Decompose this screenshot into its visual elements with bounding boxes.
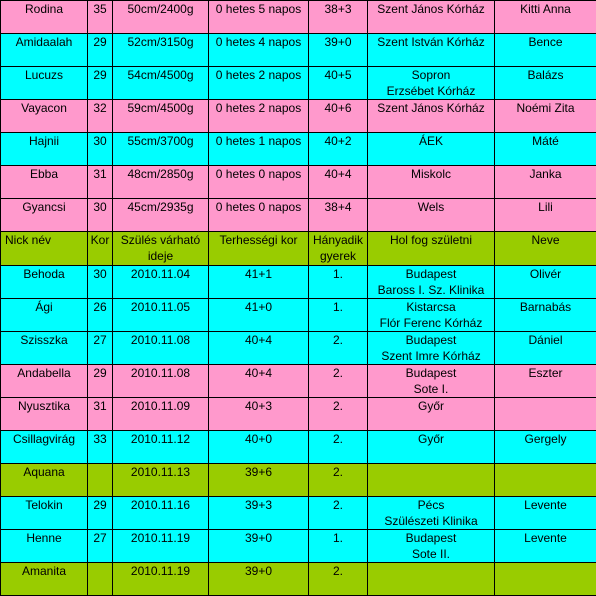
child-number-cell: 2.: [309, 497, 368, 530]
birth-place-cell: [368, 365, 495, 398]
child-number-cell: 2.: [309, 332, 368, 365]
header-due-date-line: Szülés várható: [115, 232, 206, 248]
table-row: [1, 133, 596, 166]
table-row: [1, 34, 596, 67]
baby-name-cell: Dániel: [495, 332, 596, 365]
hospital-cell: [368, 100, 495, 133]
due-date-cell: 2010.11.19: [113, 563, 209, 596]
header-pregnancy-week: Terhességi kor: [209, 232, 309, 266]
birth-place-cell: [368, 398, 495, 431]
birth-place-cell: [368, 497, 495, 530]
pregnancy-week-cell: 39+0: [209, 563, 309, 596]
hospital-cell: [368, 133, 495, 166]
birth-place-cell-line: Szent Imre Kórház: [370, 348, 492, 364]
child-number-cell: 1.: [309, 266, 368, 299]
pregnancy-week-cell: 39+0: [209, 530, 309, 563]
age-cell: 30: [88, 133, 113, 166]
header-due-date-line: ideje: [115, 248, 206, 264]
birth-place-cell-line: Budapest: [370, 530, 492, 546]
header-child-number-line: gyerek: [311, 248, 365, 264]
child-number-cell: 1.: [309, 530, 368, 563]
due-date-cell: 2010.11.16: [113, 497, 209, 530]
table-row: [1, 299, 596, 332]
due-date-cell: 2010.11.12: [113, 431, 209, 464]
nick-cell: Behoda: [1, 266, 88, 299]
nick-cell: Gyancsi: [1, 199, 88, 232]
nick-cell: Hajnii: [1, 133, 88, 166]
table-row: [1, 199, 596, 232]
hospital-cell: [368, 67, 495, 100]
hospital-cell-line: ÁEK: [370, 133, 492, 149]
due-date-cell: 2010.11.04: [113, 266, 209, 299]
birth-place-cell: [368, 431, 495, 464]
table-row: [1, 332, 596, 365]
age-cell: 31: [88, 398, 113, 431]
size-weight-cell: 48cm/2850g: [113, 166, 209, 199]
pregnancy-week-cell: 41+0: [209, 299, 309, 332]
birth-place-cell: [368, 266, 495, 299]
pregnancy-week-cell: 40+3: [209, 398, 309, 431]
table-row: [1, 497, 596, 530]
pregnancy-week-cell: 40+4: [309, 166, 368, 199]
baby-name-cell: Kitti Anna: [495, 1, 596, 34]
nick-cell: Aquana: [1, 464, 88, 497]
due-date-cell: 2010.11.09: [113, 398, 209, 431]
nick-cell: Henne: [1, 530, 88, 563]
due-date-cell: 2010.11.08: [113, 332, 209, 365]
nick-cell: Szisszka: [1, 332, 88, 365]
nick-cell: Amidaalah: [1, 34, 88, 67]
hospital-cell: [368, 1, 495, 34]
age-cell: 27: [88, 530, 113, 563]
header-baby-name: Neve: [495, 232, 596, 266]
baby-age-cell: 0 hetes 2 napos: [209, 100, 309, 133]
baby-name-cell: Gergely: [495, 431, 596, 464]
birth-place-cell-line: Győr: [370, 398, 492, 414]
size-weight-cell: 55cm/3700g: [113, 133, 209, 166]
birth-place-cell-line: Budapest: [370, 332, 492, 348]
due-date-cell: 2010.11.08: [113, 365, 209, 398]
size-weight-cell: 59cm/4500g: [113, 100, 209, 133]
birth-place-cell-line: Szülészeti Klinika: [370, 513, 492, 529]
birth-place-cell-line: Budapest: [370, 365, 492, 381]
header-due-date: [113, 232, 209, 266]
age-cell: 29: [88, 497, 113, 530]
table-row: [1, 563, 596, 596]
baby-name-cell: Levente: [495, 530, 596, 563]
baby-age-cell: 0 hetes 5 napos: [209, 1, 309, 34]
age-cell: 32: [88, 100, 113, 133]
age-cell: 31: [88, 166, 113, 199]
nick-cell: Ebba: [1, 166, 88, 199]
age-cell: [88, 563, 113, 596]
hospital-cell-line: Erzsébet Kórház: [370, 83, 492, 99]
hospital-cell-line: Wels: [370, 199, 492, 215]
birth-place-cell: [368, 464, 495, 497]
table-row: [1, 100, 596, 133]
baby-name-cell: Lili: [495, 199, 596, 232]
nick-cell: Telokin: [1, 497, 88, 530]
baby-name-cell: [495, 464, 596, 497]
size-weight-cell: 54cm/4500g: [113, 67, 209, 100]
child-number-cell: 2.: [309, 563, 368, 596]
baby-age-cell: 0 hetes 1 napos: [209, 133, 309, 166]
birth-place-cell-line: Flór Ferenc Kórház: [370, 315, 492, 331]
hospital-cell-line: Sopron: [370, 67, 492, 83]
nick-cell: Lucuzs: [1, 67, 88, 100]
birth-place-cell-line: Pécs: [370, 497, 492, 513]
birth-place-cell-line: Kistarcsa: [370, 299, 492, 315]
size-weight-cell: 45cm/2935g: [113, 199, 209, 232]
header-birth-place: Hol fog születni: [368, 232, 495, 266]
age-cell: 26: [88, 299, 113, 332]
nick-cell: Rodina: [1, 1, 88, 34]
baby-name-cell: Bence: [495, 34, 596, 67]
hospital-cell: [368, 34, 495, 67]
baby-name-cell: Máté: [495, 133, 596, 166]
nick-cell: Csillagvirág: [1, 431, 88, 464]
birth-place-cell-line: Budapest: [370, 266, 492, 282]
table-row: [1, 398, 596, 431]
birth-place-cell: [368, 530, 495, 563]
pregnancy-week-cell: 40+2: [309, 133, 368, 166]
baby-name-cell: Janka: [495, 166, 596, 199]
age-cell: 27: [88, 332, 113, 365]
age-cell: 33: [88, 431, 113, 464]
age-cell: [88, 464, 113, 497]
birth-place-cell: [368, 299, 495, 332]
birth-place-cell-line: Sote I.: [370, 381, 492, 397]
pregnancy-week-cell: 38+3: [309, 1, 368, 34]
nick-cell: Ági: [1, 299, 88, 332]
hospital-cell: [368, 199, 495, 232]
table-row: [1, 530, 596, 563]
pregnancy-week-cell: 39+0: [309, 34, 368, 67]
header-child-number: [309, 232, 368, 266]
baby-name-cell: Balázs: [495, 67, 596, 100]
table-row: [1, 67, 596, 100]
pregnancy-week-cell: 39+3: [209, 497, 309, 530]
hospital-cell-line: Miskolc: [370, 166, 492, 182]
table-row: [1, 1, 596, 34]
baby-age-cell: 0 hetes 2 napos: [209, 67, 309, 100]
baby-age-cell: 0 hetes 4 napos: [209, 34, 309, 67]
table-row: [1, 431, 596, 464]
child-number-cell: 1.: [309, 299, 368, 332]
pregnancy-week-cell: 39+6: [209, 464, 309, 497]
age-cell: 30: [88, 199, 113, 232]
baby-age-cell: 0 hetes 0 napos: [209, 166, 309, 199]
baby-age-cell: 0 hetes 0 napos: [209, 199, 309, 232]
birth-place-cell-line: Győr: [370, 431, 492, 447]
baby-name-cell: Levente: [495, 497, 596, 530]
baby-name-cell: Noémi Zita: [495, 100, 596, 133]
hospital-cell: [368, 166, 495, 199]
due-date-cell: 2010.11.05: [113, 299, 209, 332]
pregnancy-week-cell: 38+4: [309, 199, 368, 232]
pregnancy-week-cell: 41+1: [209, 266, 309, 299]
hospital-cell-line: Szent János Kórház: [370, 1, 492, 17]
hospital-cell-line: Szent János Kórház: [370, 100, 492, 116]
birth-place-cell-line: Baross I. Sz. Klinika: [370, 282, 492, 298]
header-age: Kor: [88, 232, 113, 266]
baby-name-cell: Olivér: [495, 266, 596, 299]
birth-place-cell: [368, 563, 495, 596]
child-number-cell: 2.: [309, 365, 368, 398]
pregnancy-week-cell: 40+6: [309, 100, 368, 133]
table-row: [1, 464, 596, 497]
birth-place-cell-line: Sote II.: [370, 546, 492, 562]
baby-name-cell: [495, 563, 596, 596]
header-child-number-line: Hányadik: [311, 232, 365, 248]
child-number-cell: 2.: [309, 464, 368, 497]
age-cell: 35: [88, 1, 113, 34]
age-cell: 29: [88, 365, 113, 398]
nick-cell: Andabella: [1, 365, 88, 398]
pregnancy-week-cell: 40+4: [209, 332, 309, 365]
table-row: [1, 365, 596, 398]
hospital-cell-line: Szent István Kórház: [370, 34, 492, 50]
pregnancy-week-cell: 40+4: [209, 365, 309, 398]
pregnancy-week-cell: 40+0: [209, 431, 309, 464]
baby-name-cell: Barnabás: [495, 299, 596, 332]
due-date-cell: 2010.11.19: [113, 530, 209, 563]
child-number-cell: 2.: [309, 431, 368, 464]
baby-name-cell: Eszter: [495, 365, 596, 398]
nick-cell: Amanita: [1, 563, 88, 596]
header-nick: Nick név: [1, 232, 88, 266]
due-date-cell: 2010.11.13: [113, 464, 209, 497]
table-row: [1, 266, 596, 299]
table-header-row: [1, 232, 596, 266]
age-cell: 30: [88, 266, 113, 299]
birth-place-cell: [368, 332, 495, 365]
pregnancy-week-cell: 40+5: [309, 67, 368, 100]
age-cell: 29: [88, 34, 113, 67]
age-cell: 29: [88, 67, 113, 100]
nick-cell: Vayacon: [1, 100, 88, 133]
baby-name-cell: [495, 398, 596, 431]
table-row: [1, 166, 596, 199]
nick-cell: Nyusztika: [1, 398, 88, 431]
size-weight-cell: 52cm/3150g: [113, 34, 209, 67]
child-number-cell: 2.: [309, 398, 368, 431]
size-weight-cell: 50cm/2400g: [113, 1, 209, 34]
